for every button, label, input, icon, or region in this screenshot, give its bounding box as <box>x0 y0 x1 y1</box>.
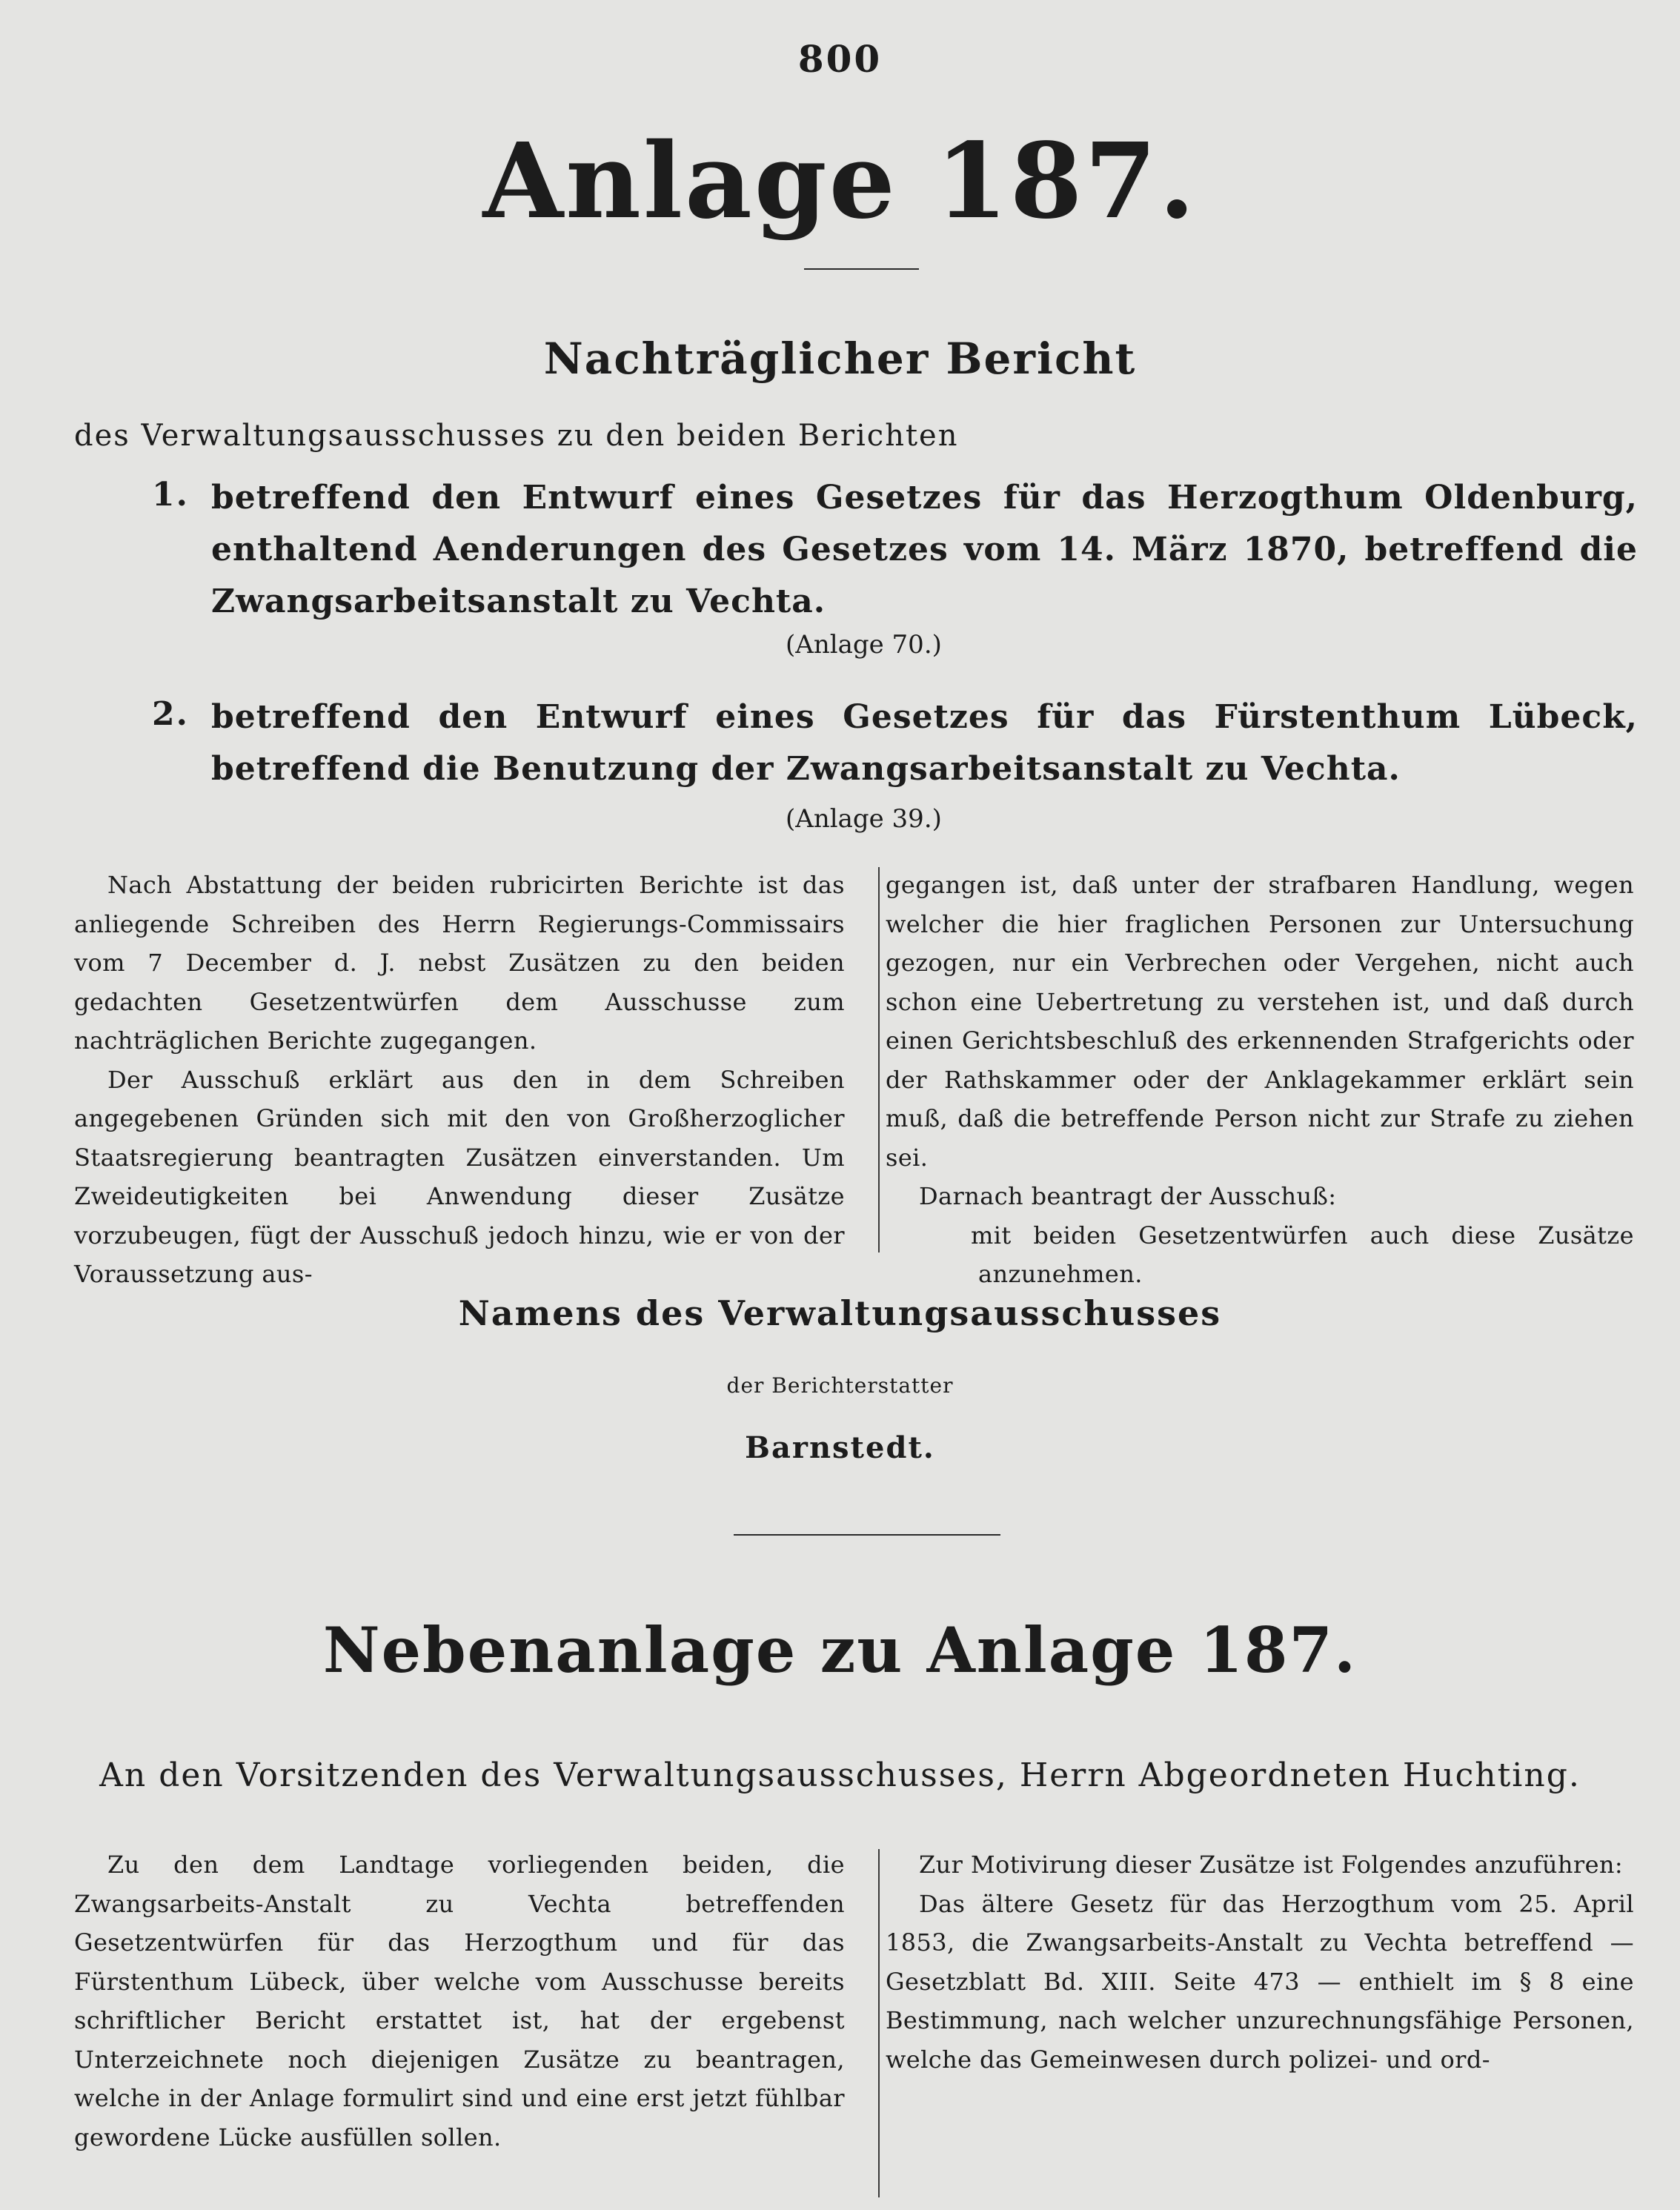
paragraph: gegangen ist, daß unter der strafbaren Handlung, wegen welcher die hier fraglichen Personen zur Untersuchung gezogen, nur ein Verbrechen oder Vergehen, nicht auch schon eine Uebertretung zu verstehen ist, und daß durch einen Gerichtsbeschluß des erkennenden Strafgerichts oder der Rathskammer oder der Anklagekammer erklärt sein muß, daß die betreffende Person nicht zur Strafe zu ziehen sei. <box>886 871 1634 1172</box>
item-text: betreffend den Entwurf eines Gesetzes für das Fürstenthum Lübeck, betreffend die Benutzung der Zwangsarbeitsanstalt zu Vechta. <box>211 698 1638 788</box>
section-title: Nachträglicher Bericht <box>543 334 1137 384</box>
reporter-name: Barnstedt. <box>745 1430 935 1465</box>
title-divider <box>804 268 919 270</box>
paragraph: Der Ausschuß erklärt aus den in dem Schreiben angegebenen Gründen sich mit den von Großherzoglicher Staatsregierung beantragten Zusätzen einverstanden. Um Zweideutigkeiten bei Anwendung dieser Zusätze vorzubeugen, fügt der Ausschuß jedoch hinzu, wie er von der Voraussetzung aus- <box>74 1065 845 1288</box>
paragraph: Zu den dem Landtage vorliegenden beiden, die Zwangsarbeits-Anstalt zu Vechta betreffenden Gesetzentwürfen für das Herzogthum und für das Fürstenthum Lübeck, über welche vom Ausschusse bereits schriftlicher Bericht erstattet ist, hat der ergebenst Unterzeichnete noch diejenigen Zusätze zu beantragen, welche in der Anlage formulirt sind und eine erst jetzt fühlbar gewordene Lücke ausfüllen sollen. <box>74 1851 845 2151</box>
report-right-column <box>886 866 1634 1294</box>
paragraph: Darnach beantragt der Ausschuß: <box>919 1182 1337 1210</box>
column-divider <box>878 867 880 1252</box>
intro-line: des Verwaltungsausschusses zu den beiden Berichten <box>74 419 959 453</box>
item-number: 2. <box>152 695 189 733</box>
annex-title: Nebenanlage zu Anlage 187. <box>322 1613 1358 1687</box>
namens-heading: Namens des Verwaltungsausschusses <box>458 1293 1222 1333</box>
paragraph: mit beiden Gesetzentwürfen auch diese Zusätze anzunehmen. <box>971 1221 1634 1288</box>
reporter-role: der Berichterstatter <box>726 1373 954 1398</box>
column-divider <box>878 1849 880 2197</box>
annex-address: An den Vorsitzenden des Verwaltungsausschusses, Herrn Abgeordneten Huchting. <box>99 1756 1581 1794</box>
page-number: 800 <box>797 37 883 81</box>
main-title: Anlage 187. <box>482 121 1198 242</box>
paragraph: Nach Abstattung der beiden rubricirten Berichte ist das anliegende Schreiben des Herrn Regierungs-Commissairs vom 7 December d. J. nebst Zusätzen zu den beiden gedachten Gesetzentwürfen dem Ausschusse zum nachträglichen Berichte zugegangen. <box>74 871 845 1055</box>
item-reference: (Anlage 70.) <box>786 630 942 660</box>
paragraph: Das ältere Gesetz für das Herzogthum vom 25. April 1853, die Zwangsarbeits-Anstalt zu Vechta betreffend — Gesetzblatt Bd. XIII. Seite 473 — enthielt im § 8 eine Bestimmung, nach welcher unzurechnungsfähige Personen, welche das Gemeinwesen durch polizei- und ord- <box>886 1889 1634 2074</box>
annex-right-column <box>886 1845 1634 2079</box>
item-text: betreffend den Entwurf eines Gesetzes für das Herzogthum Oldenburg, enthaltend Aenderungen des Gesetzes vom 14. März 1870, betreffend die Zwangsarbeitsanstalt zu Vechta. <box>211 479 1638 620</box>
paragraph: Zur Motivirung dieser Zusätze ist Folgendes anzuführen: <box>919 1851 1624 1879</box>
item-number: 1. <box>152 476 189 514</box>
section-divider <box>734 1534 1000 1536</box>
report-left-column <box>74 866 845 1294</box>
annex-left-column <box>74 1845 845 2157</box>
item-reference: (Anlage 39.) <box>786 804 942 834</box>
